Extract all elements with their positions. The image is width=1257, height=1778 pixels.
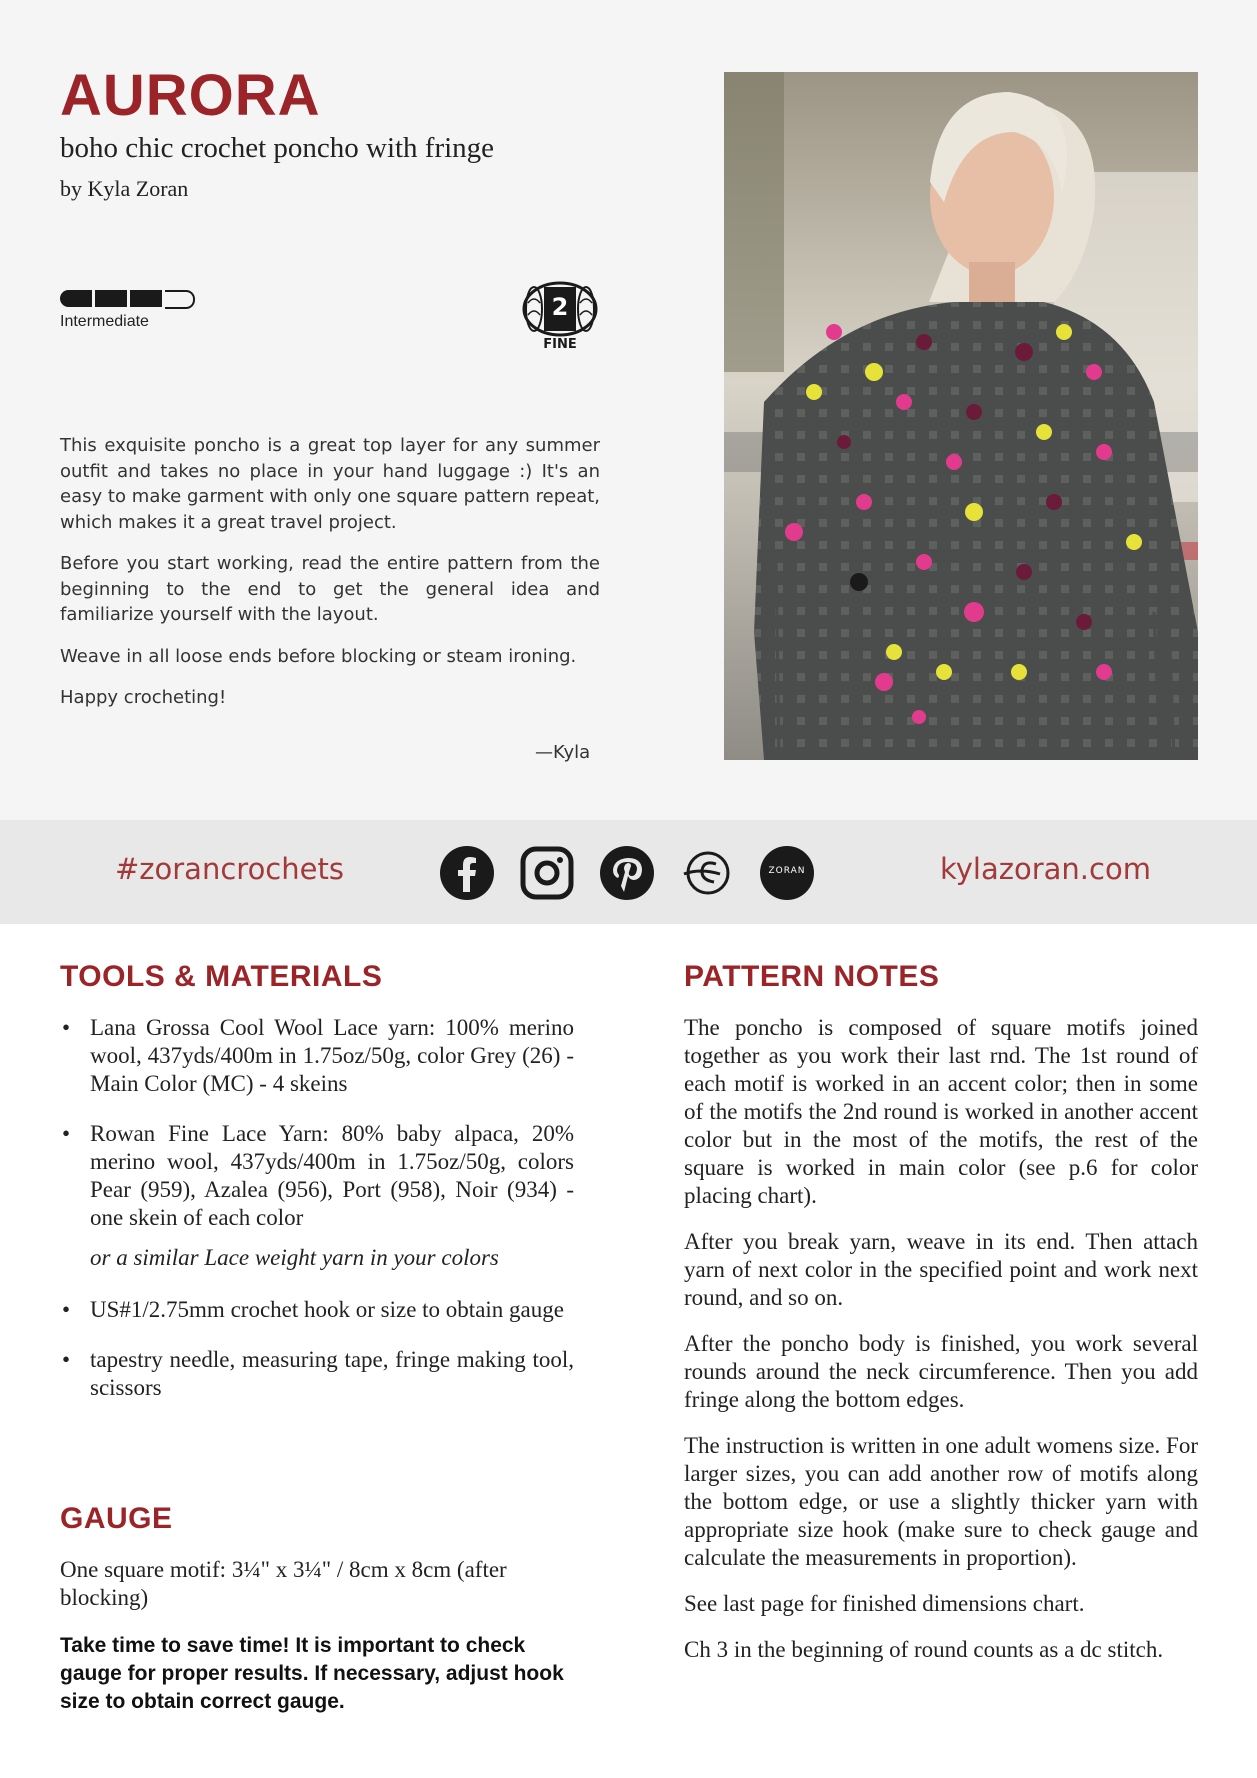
tools-list [60,1014,574,1424]
website-link[interactable]: kylazoran.com [940,852,1151,886]
poncho-photo [724,72,1198,760]
skill-level-indicator [60,290,195,331]
gauge-warning: Take time to save time! It is important to check gauge for proper results. If necessary, adjust hook size to obtain correct gauge. [60,1634,564,1713]
skill-segment-empty [165,290,195,309]
instagram-icon[interactable] [520,846,574,900]
skill-segment-filled [60,290,92,307]
yarn-weight-number: 2 [551,293,569,321]
tools-heading: TOOLS & MATERIALS [60,960,383,993]
pinterest-icon[interactable] [600,846,654,900]
notes-heading: PATTERN NOTES [684,960,940,993]
skill-level-label: Intermediate [60,313,149,330]
notes-paragraph: The instruction is written in one adult womens size. For larger sizes, you can add another row of motifs along the bottom edge, or use a slightly thicker yarn with appropriate size hook (make sure to check gauge and calculate the measurements in proportion). [684,1433,1198,1570]
intro-text [60,433,600,727]
author-byline: by Kyla Zoran [60,176,189,201]
yarn-weight-label: FINE [543,337,577,352]
list-item [60,1120,574,1272]
model-wearing-poncho-image [724,72,1198,760]
notes-paragraph: Ch 3 in the beginning of round counts as a dc stitch. [684,1637,1164,1662]
hashtag-link[interactable]: #zorancrochets [115,852,344,886]
page-subtitle: boho chic crochet poncho with fringe [60,132,495,164]
zoran-logo-icon[interactable] [760,846,814,900]
page-title: AURORA [60,63,321,128]
gauge-text: One square motif: 3¼" x 3¼" / 8cm x 8cm (after blocking) [60,1557,507,1610]
yarn-alternative-note: or a similar Lace weight yarn in your colors [90,1245,499,1270]
pattern-notes [684,1014,1198,1682]
skill-level-bar [60,290,195,309]
facebook-icon[interactable] [440,846,494,900]
gauge-heading: GAUGE [60,1502,173,1535]
notes-paragraph: See last page for finished dimensions chart. [684,1591,1085,1616]
skill-segment-filled [130,290,162,307]
zoran-logo-text: ZORAN [768,866,806,876]
list-item: • US#1/2.75mm crochet hook or size to obtain gauge [60,1296,574,1324]
intro-paragraph: Happy crocheting! [60,687,227,708]
notes-paragraph: After you break yarn, weave in its end. Then attach yarn of next color in the specified point and work next round, and so on. [684,1229,1198,1310]
list-item: • Lana Grossa Cool Wool Lace yarn: 100% merino wool, 437yds/400m in 1.75oz/50g, color Grey (26) - Main Color (MC) - 4 skeins [60,1014,574,1098]
intro-paragraph: Weave in all loose ends before blocking or steam ironing. [60,645,577,667]
list-item: • tapestry needle, measuring tape, fringe making tool, scissors [60,1346,574,1402]
yarn-weight-icon [520,275,600,355]
intro-paragraph: This exquisite poncho is a great top layer for any summer outfit and takes no place in your hand luggage :) It's an easy to make garment with only one square pattern repeat, which makes it a great travel project. [60,435,600,533]
notes-paragraph: The poncho is composed of square motifs joined together as you work their last rnd. The 1st round of each motif is worked in an accent color; then in some of the motifs the 2nd round is worked in another accent color but in the most of the motifs, the rest of the square is worked in main color (see p.6 for color placing chart). [684,1015,1198,1208]
signature: —Kyla [535,742,591,763]
skill-segment-filled [95,290,127,307]
notes-paragraph: After the poncho body is finished, you work several rounds around the neck circumference. Then you add fringe along the bottom edges. [684,1331,1198,1412]
etsy-icon[interactable] [680,846,734,900]
intro-paragraph: Before you start working, read the entire pattern from the beginning to the end to get the general idea and familiarize yourself with the layout. [60,553,600,625]
list-item-text: • Rowan Fine Lace Yarn: 80% baby alpaca, 20% merino wool, 437yds/400m in 1.75oz/50g, colors Pear (959), Azalea (956), Port (958), Noir (934) - one skein of each color [90,1121,574,1230]
